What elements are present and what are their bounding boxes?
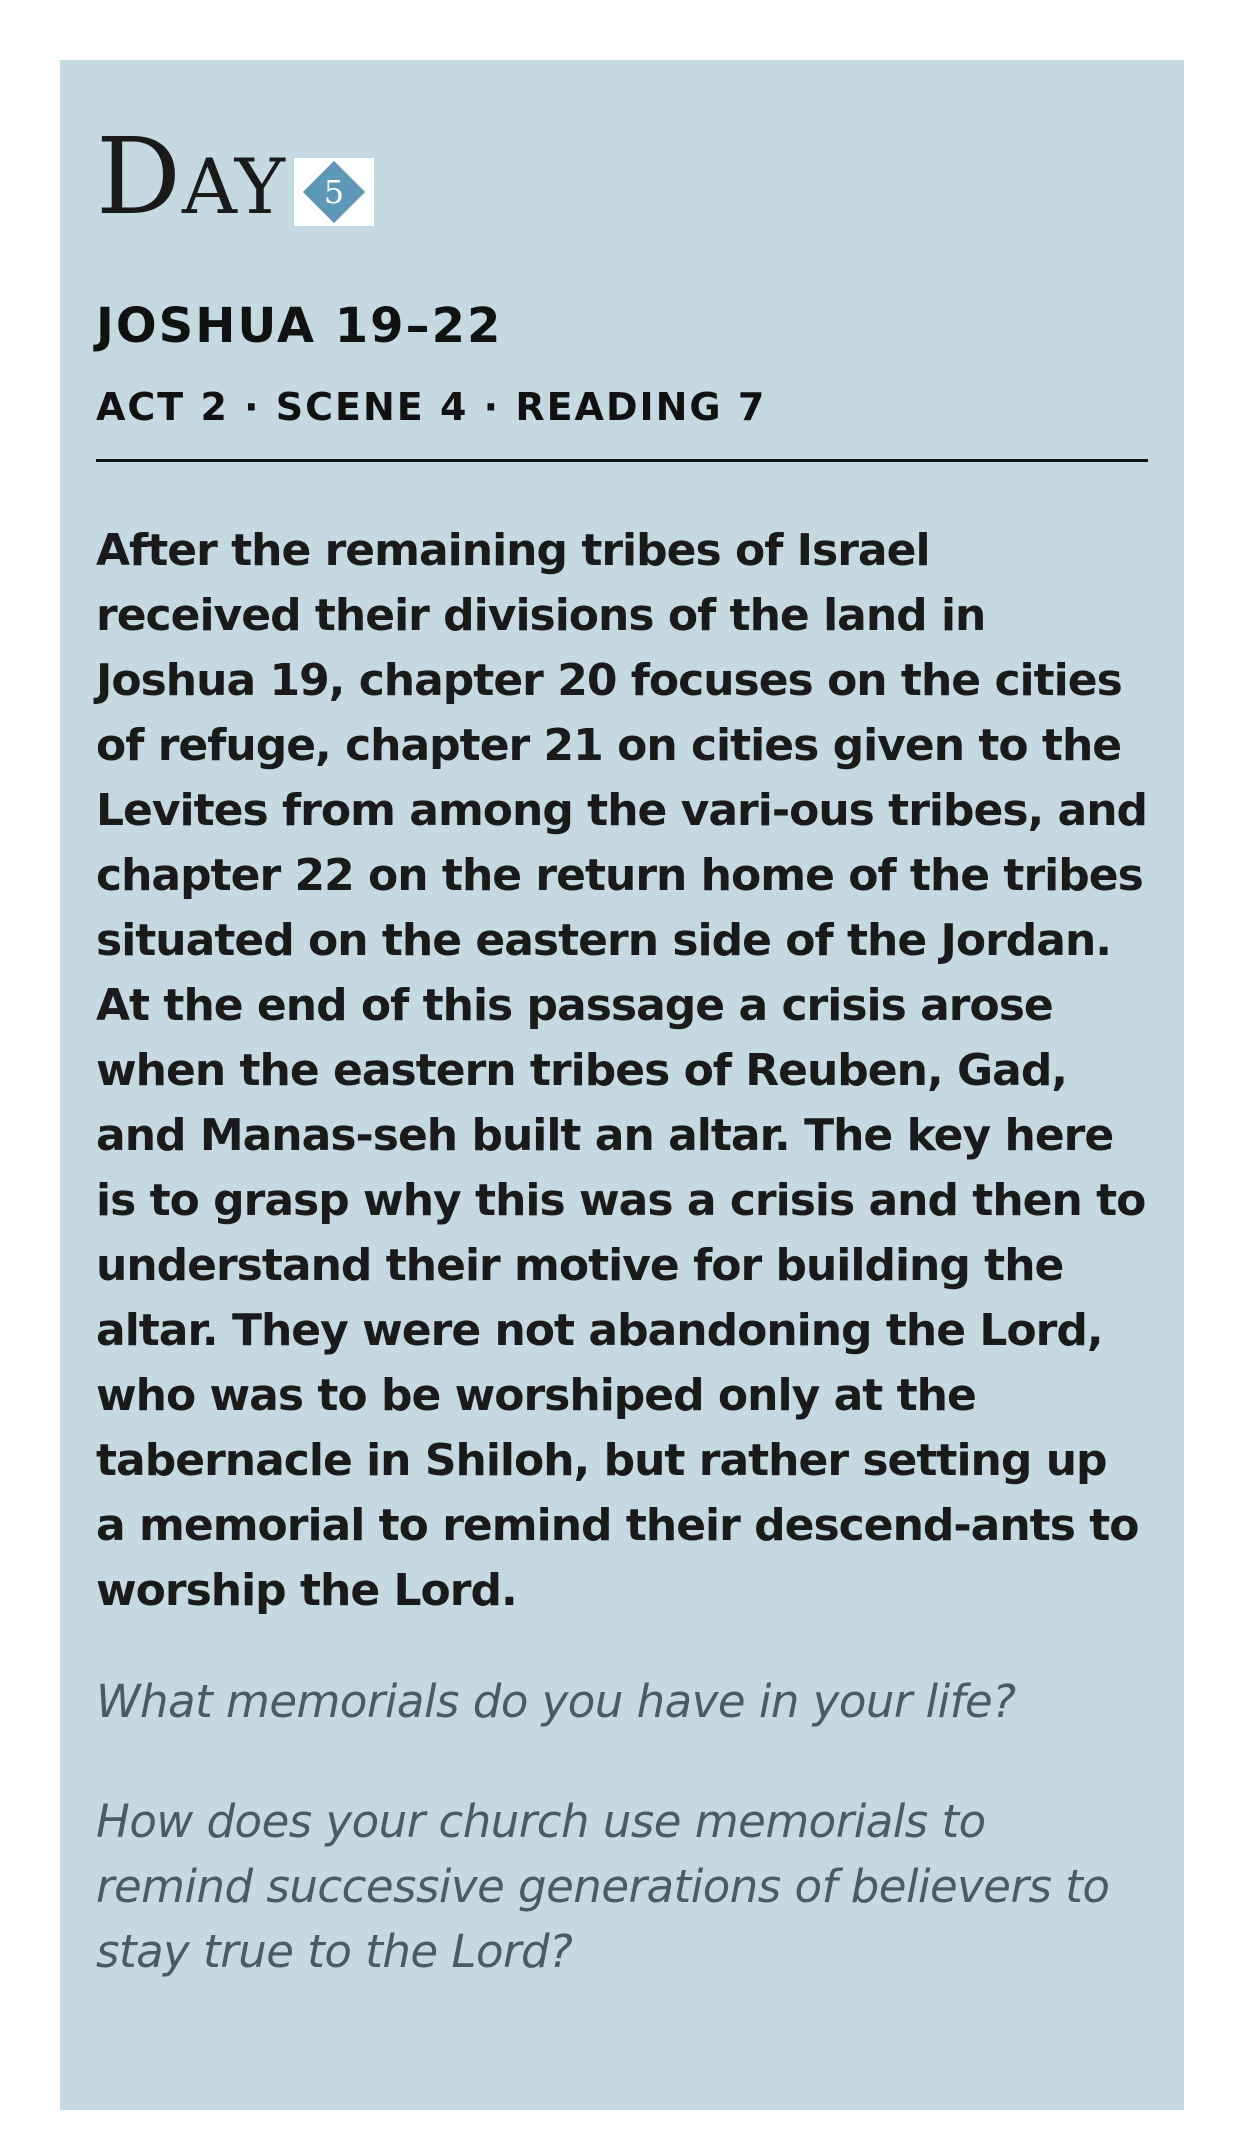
passage-summary	[96, 518, 1148, 1623]
reflection-question: How does your church use memorials to remind successive generations of believers to stay true to the Lord?	[96, 1794, 1110, 1978]
summary-paragraph: After the remaining tribes of Israel received their divisions of the land in Joshua 19, chapter 20 focuses on the cities of refuge, chapter 21 on cities given to the Levites from among the vari-ous tribes, and chapter 22 on the return home of the tribes situated on the eastern side of the Jordan.	[96, 524, 1148, 966]
reflection-question: What memorials do you have in your life?	[96, 1674, 1016, 1728]
reflection-questions	[96, 1669, 1148, 1984]
divider	[96, 459, 1148, 462]
passage-title: JOSHUA 19–22	[96, 298, 503, 354]
day-label-rest: AY	[182, 142, 286, 231]
passage-subtitle: ACT 2 · SCENE 4 · READING 7	[96, 384, 767, 429]
day-number: 5	[323, 173, 345, 211]
day-label	[96, 115, 286, 238]
day-number-badge	[294, 158, 374, 226]
summary-paragraph: At the end of this passage a crisis arose when the eastern tribes of Reuben, Gad, and Manas-seh built an altar. The key here is to grasp why this was a crisis and then to understand their motive for building the altar. They were not abandoning the Lord, who was to be worshiped only at the tabernacle in Shiloh, but rather setting up a memorial to remind their descend-ants to worship the Lord.	[96, 979, 1146, 1616]
reading-card	[60, 60, 1184, 2110]
day-label-initial: D	[96, 115, 182, 238]
day-heading	[96, 115, 1148, 238]
